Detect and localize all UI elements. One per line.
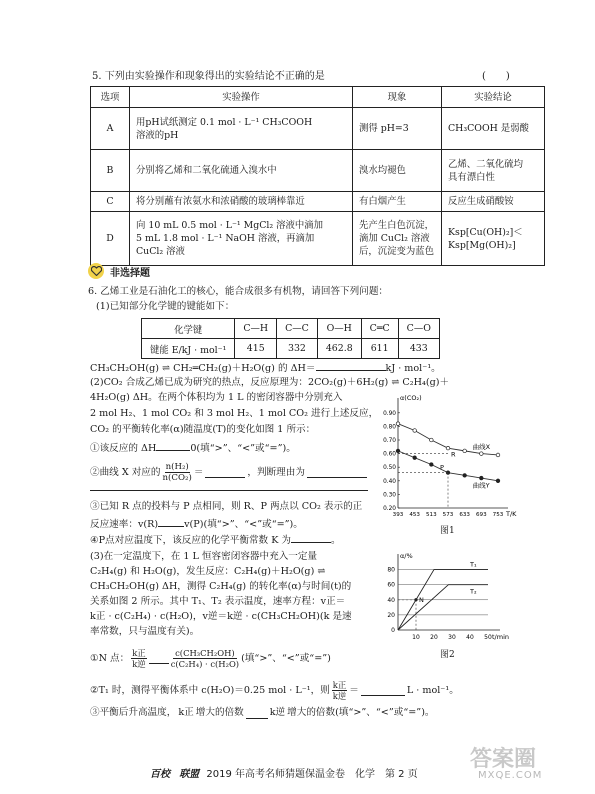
fraction-concentration: c(CH₃CH₂OH) c(C₂H₄) · c(H₂O) — [170, 648, 240, 669]
q6-part2-line4: CO₂ 的平衡转化率(α)随温度(T)的变化如图 1 所示： — [90, 424, 316, 435]
curve-y-label: 曲线Y — [472, 481, 490, 490]
point-r-label: R — [451, 450, 456, 459]
experiment-table — [90, 86, 545, 266]
data-point — [430, 463, 434, 467]
x-tick-label: 40 — [466, 634, 474, 641]
bond-header: C═C — [361, 319, 398, 339]
q6-part2-line1: (2)CO₂ 合成乙烯已成为研究的热点，反应原理为：2CO₂(g)＋6H₂(g) ⇌ C₂H₄(g)＋ — [90, 377, 450, 388]
section-header — [88, 263, 150, 279]
question-5-stem: 5. 下列由实验操作和现象得出的实验结论不正确的是 — [92, 71, 325, 82]
data-point — [446, 446, 450, 450]
x-tick-label: 513 — [425, 512, 437, 518]
data-point — [463, 474, 467, 478]
q6-n1: ①N 点： k正 k逆 c(CH₃CH₂OH) c(C₂H₄) · c(H₂O) (填“>”、“<”或“=”) — [90, 648, 331, 669]
answer-blank[interactable] — [316, 360, 386, 371]
answer-parenthesis: ( ) — [482, 71, 510, 82]
y-tick-label: 40 — [387, 596, 395, 604]
table-header-row — [91, 87, 545, 108]
row-conclusion: 反应生成硝酸铵 — [442, 192, 545, 212]
fraction-h2-co2: n(H₂) n(CO₂) — [162, 462, 192, 483]
data-point — [396, 422, 400, 426]
t2-label: T₂ — [470, 587, 477, 596]
y-tick-label: 0.60 — [383, 451, 396, 458]
bond-value: 433 — [398, 339, 439, 359]
data-point — [480, 452, 484, 456]
y-tick-label: 20 — [387, 611, 395, 619]
data-point — [396, 449, 400, 453]
q6-part2-line2: 4H₂O(g) ΔH。在两个体积均为 1 L 的密闭容器中分别充入 — [90, 392, 343, 403]
x-tick-label: 10 — [412, 634, 420, 641]
y-tick-label: 0.80 — [383, 424, 396, 431]
y-tick-label: 60 — [387, 581, 395, 589]
row-option: C — [91, 192, 130, 212]
eq1-line: CH₃CH₂OH(g) ⇌ CH₂═CH₂(g)＋H₂O(g) 的 ΔH＝ kJ · mol⁻¹。 — [90, 360, 441, 376]
data-point — [496, 453, 500, 457]
header-option: 选项 — [91, 87, 130, 108]
y-axis-label: α(CO₂) — [400, 394, 422, 402]
q6-sub3-line1: ③已知 R 点的投料与 P 点相同，则 R、P 两点以 CO₂ 表示的正 — [90, 501, 363, 512]
watermark-url: MXQE.COM — [478, 770, 543, 781]
bond-header: C—O — [398, 319, 439, 339]
header-phenomenon: 现象 — [353, 87, 442, 108]
row-conclusion: 乙烯、二氧化硫均 具有漂白性 — [442, 150, 545, 192]
q6-sub3-line2: 反应速率：v(R) v(P)(填“>”、“<”或“=”)。 — [90, 516, 303, 532]
point-n — [414, 598, 417, 601]
y-axis-label: α/% — [400, 552, 413, 560]
data-point — [463, 449, 467, 453]
x-axis-label: t/min — [492, 633, 509, 641]
figure-2-chart — [378, 550, 518, 650]
table-row — [91, 192, 545, 212]
x-tick-label: 753 — [492, 512, 504, 518]
data-point — [413, 456, 417, 460]
q6-part3-line1: (3)在一定温度下，在 1 L 恒容密闭容器中充入一定量 — [90, 551, 318, 562]
table-row — [142, 339, 440, 359]
answer-blank[interactable] — [158, 516, 184, 527]
q6-part3-line2: C₂H₄(g) 和 H₂O(g)，发生反应：C₂H₄(g)＋H₂O(g) ⇌ — [90, 566, 326, 577]
row-operation: 用pH试纸测定 0.1 mol · L⁻¹ CH₃COOH 溶液的pH — [130, 108, 353, 150]
bond-label: 键能 E/kJ · mol⁻¹ — [142, 339, 235, 359]
y-tick-label: 80 — [387, 566, 395, 574]
curve-x-label: 曲线X — [472, 442, 491, 451]
q6-part3-line5: k正 · c(C₂H₄) · c(H₂O)，v逆＝k逆 · c(CH₃CH₂OH)(k 是速 — [90, 611, 352, 622]
x-tick-label: 453 — [409, 512, 421, 518]
q6-part3-line4: 关系如图 2 所示。其中 T₁、T₂ 表示温度，速率方程：v正＝ — [90, 596, 346, 607]
data-point — [430, 438, 434, 442]
q6-part1: (1)已知部分化学键的键能如下： — [96, 301, 235, 312]
answer-blank[interactable] — [361, 685, 405, 696]
q6-sub1: ①该反应的 ΔH 0(填“>”、“<”或“=”)。 — [90, 440, 296, 456]
bond-header: 化学键 — [142, 319, 235, 339]
header-operation: 实验操作 — [130, 87, 353, 108]
row-operation: 分别将乙烯和二氧化硫通入溴水中 — [130, 150, 353, 192]
t1-label: T₁ — [470, 560, 477, 569]
row-option: A — [91, 108, 130, 150]
answer-blank[interactable] — [246, 708, 268, 719]
figure-1-chart — [372, 392, 522, 524]
bond-value: 611 — [361, 339, 398, 359]
brand-logo-2: 联盟 — [179, 769, 200, 780]
q6-part2-line3: 2 mol H₂、1 mol CO₂ 和 3 mol H₂、1 mol CO₂ 进行上述反应， — [90, 408, 379, 419]
page-footer — [150, 765, 418, 780]
y-tick-label: 0 — [391, 627, 395, 634]
watermark-logo: 答案圈 — [470, 747, 537, 772]
y-tick-label: 0.20 — [383, 506, 396, 512]
x-tick-label: 393 — [392, 512, 404, 518]
curve-y-line — [398, 451, 498, 481]
footer-text: 2019 年高考名师猜题保温金卷 化学 第 2 页 — [206, 769, 418, 780]
bond-header: C—H — [235, 319, 277, 339]
row-phenomenon: 溴水均褪色 — [353, 150, 442, 192]
header-conclusion: 实验结论 — [442, 87, 545, 108]
table-row — [91, 212, 545, 266]
y-tick-label: 0.70 — [383, 438, 396, 444]
section-title: 非选择题 — [110, 267, 150, 279]
row-option: B — [91, 150, 130, 192]
bond-value: 332 — [277, 339, 318, 359]
answer-blank[interactable] — [149, 653, 169, 664]
table-row — [91, 150, 545, 192]
point-n-label: N — [419, 595, 424, 604]
figure-1-caption: 图1 — [440, 526, 455, 536]
row-conclusion: CH₃COOH 是弱酸 — [442, 108, 545, 150]
y-tick-label: 0.30 — [383, 492, 396, 499]
x-tick-label: 30 — [448, 634, 456, 641]
q6-n3: ③平衡后升高温度， k正 增大的倍数 k逆 增大的倍数(填“>”、“<”或“=”)。 — [90, 707, 435, 718]
answer-blank[interactable] — [291, 532, 331, 543]
y-tick-label: 0.90 — [383, 410, 396, 417]
fraction-k: k正 k逆 — [332, 680, 347, 701]
brand-logo: 百校 — [150, 769, 170, 780]
x-axis-label: T/K — [506, 510, 517, 518]
heart-icon — [88, 263, 104, 279]
x-tick-label: 633 — [459, 512, 471, 518]
row-phenomenon: 测得 pH=3 — [353, 108, 442, 150]
x-tick-label: 20 — [430, 634, 438, 641]
q6-part3-line6: 率常数，只与温度有关)。 — [90, 626, 200, 637]
row-conclusion: Ksp[Cu(OH)₂]＜ Ksp[Mg(OH)₂] — [442, 212, 545, 266]
data-point — [496, 479, 500, 483]
q6-sub4: ④P点对应温度下，该反应的化学平衡常数 K 为 。 — [90, 532, 341, 548]
row-phenomenon: 先产生白色沉淀， 滴加 CuCl₂ 溶液 后，沉淀变为蓝色 — [353, 212, 442, 266]
point-p-label: P — [440, 463, 444, 472]
y-tick-label: 0.50 — [383, 465, 396, 472]
bond-header: C—C — [277, 319, 318, 339]
table-row — [142, 319, 440, 339]
bond-energy-table — [141, 318, 440, 359]
figure-2-caption: 图2 — [440, 650, 455, 660]
answer-blank[interactable] — [156, 440, 190, 451]
row-phenomenon: 有白烟产生 — [353, 192, 442, 212]
data-point — [480, 476, 484, 480]
answer-line[interactable] — [90, 490, 368, 491]
table-row — [91, 108, 545, 150]
question-6-intro: 6. 乙烯工业是石油化工的核心，能合成很多有机物，请回答下列问题： — [88, 286, 389, 297]
x-tick-label: 693 — [475, 512, 487, 518]
fraction-k: k正 k逆 — [132, 648, 146, 669]
data-point — [413, 429, 417, 433]
x-tick-label: 573 — [442, 512, 454, 518]
row-operation: 将分别蘸有浓氨水和浓硝酸的玻璃棒靠近 — [130, 192, 353, 212]
answer-blank[interactable] — [307, 467, 367, 478]
answer-blank[interactable] — [205, 467, 245, 478]
row-operation: 向 10 mL 0.5 mol · L⁻¹ MgCl₂ 溶液中滴加 5 mL 1.8 mol · L⁻¹ NaOH 溶液，再滴加 CuCl₂ 溶液 — [130, 212, 353, 266]
y-tick-label: 0.40 — [383, 478, 396, 485]
x-tick-label: 50 — [484, 634, 492, 641]
bond-value: 415 — [235, 339, 277, 359]
q6-n2: ②T₁ 时，测得平衡体系中 c(H₂O)＝0.25 mol · L⁻¹，则 k正 k逆 ＝ L · mol⁻¹。 — [90, 680, 459, 701]
q6-sub2: ②曲线 X 对应的 n(H₂) n(CO₂) ＝ ，判断理由为 — [90, 462, 367, 483]
bond-value: 462.8 — [317, 339, 361, 359]
q6-part3-line3: CH₃CH₂OH(g) ΔH，测得 C₂H₄(g) 的转化率(α)与时间(t)的 — [90, 581, 352, 592]
bond-header: O—H — [317, 319, 361, 339]
row-option: D — [91, 212, 130, 266]
